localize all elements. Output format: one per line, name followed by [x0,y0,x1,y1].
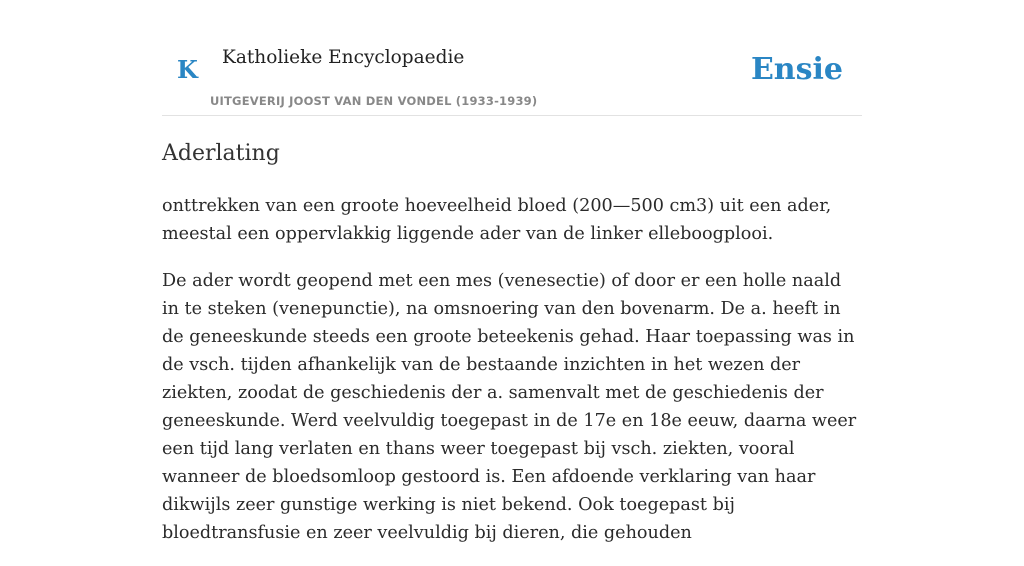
site-title[interactable]: Katholieke Encyclopaedie [222,47,465,68]
article-title: Aderlating [162,141,280,166]
article-body [162,192,862,566]
site-logo[interactable]: K [177,55,198,84]
article-paragraph: onttrekken van een groote hoeveelheid bloed (200—500 cm3) uit een ader, meestal een oppervlakkig liggende ader van de linker elleboogplooi. [162,196,832,244]
page [162,0,862,543]
site-header [162,0,862,116]
article-paragraph: De ader wordt geopend met een mes (venesectie) of door er een holle naald in te steken (venepunctie), na omsnoering van den bovenarm. De a. heeft in de geneeskunde steeds een groote beteekenis gehad. Haar toepassing was in de vsch. tijden afhankelijk van de bestaande inzichten in het wezen der ziekten, zoodat de geschiedenis der a. samenvalt met de geschiedenis der geneeskunde. Werd veelvuldig toegepast in de 17e en 18e eeuw, daarna weer een tijd lang verlaten en thans weer toegepast bij vsch. ziekten, vooral wanneer de bloedsomloop gestoord is. Een afdoende verklaring van haar dikwijls zeer gunstige werking is niet bekend. Ook toegepast bij bloedtransfusie en zeer veelvuldig bij dieren, die gehouden [162,271,857,543]
site-subtitle: UITGEVERIJ JOOST VAN DEN VONDEL (1933-1939) [210,94,538,108]
brand-logo[interactable]: Ensie [750,52,843,87]
